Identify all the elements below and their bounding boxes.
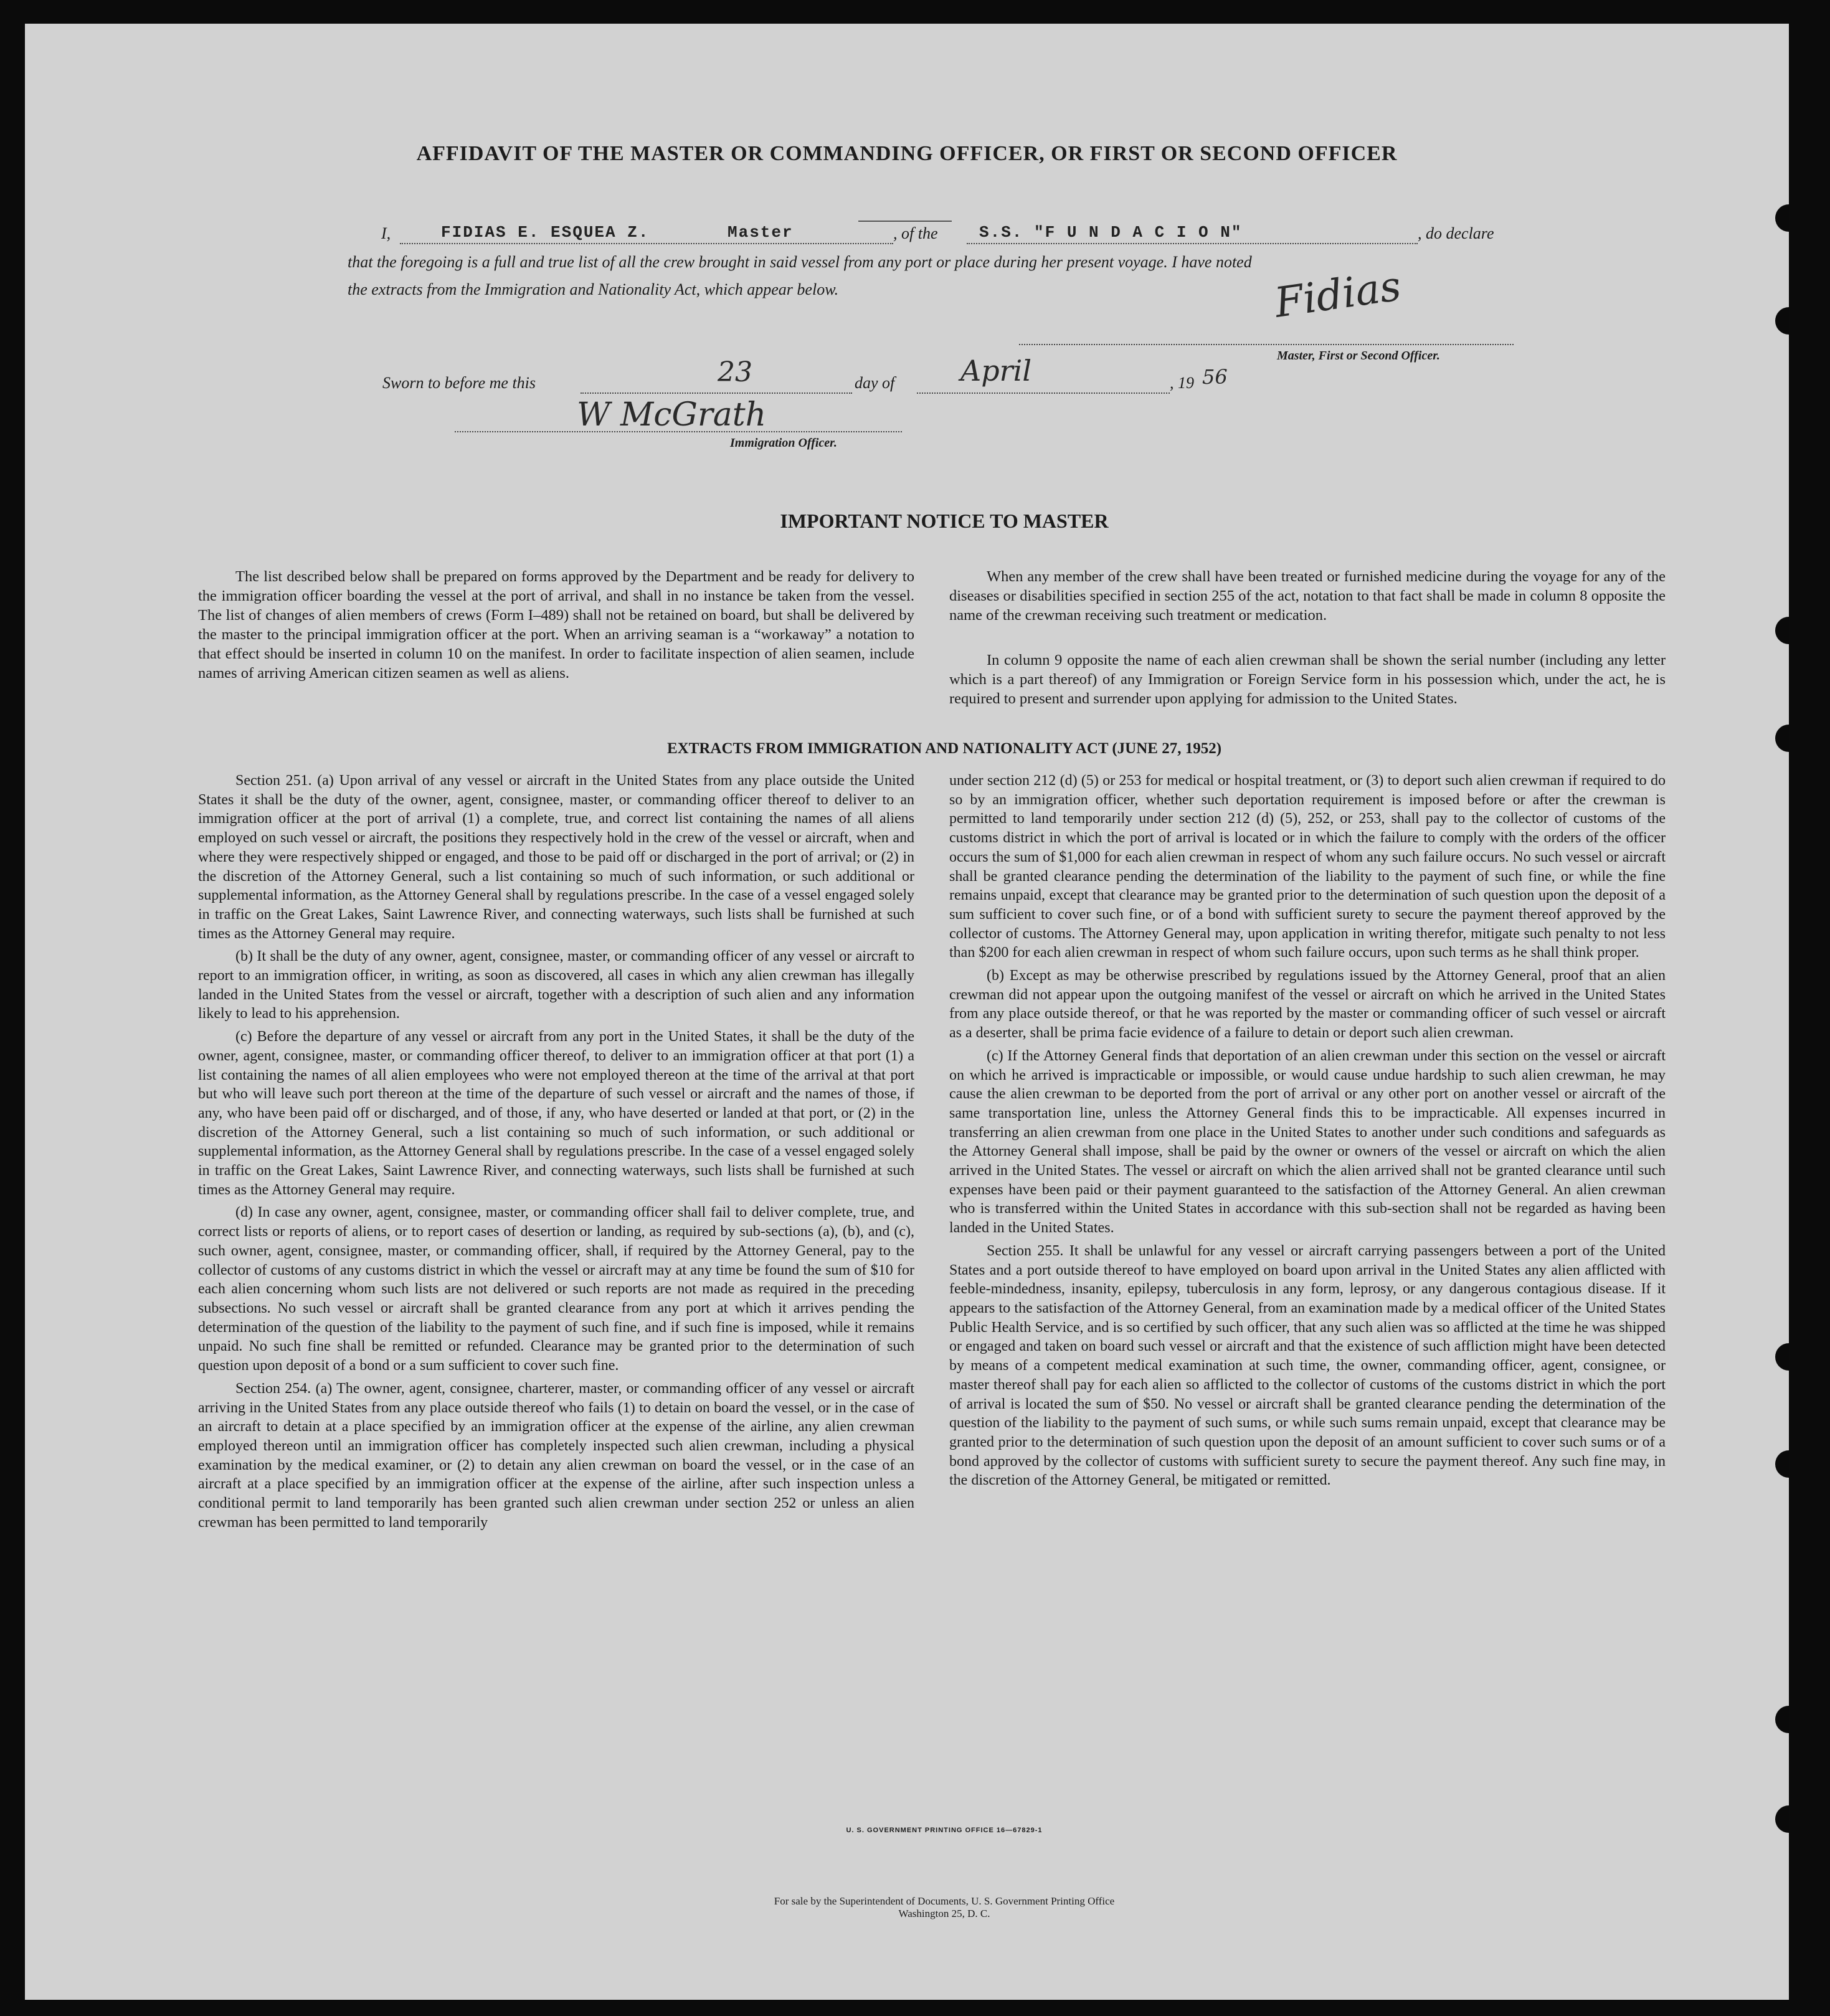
section-251-c: (c) Before the departure of any vessel or aircraft from any port in the United States, it shall be the duty of the owner, agent, consignee, master, or commanding officer thereof, to deliver to an immigration officer at that port (1) a list containing the names of all alien employees who were not employed thereon at the time of the arrival at that port but who will leave such port thereon at the time of the departure of such vessel or aircraft and the names of those, if any, who have been paid off or discharged, and of those, if any, who have deserted or landed at that port, or (2) in the discretion of the Attorney General, such a list containing so much of such information, or such additional or supplemental information, as the Attorney General shall by regulations prescribe. In the case of a vessel engaged solely in traffic on the Great Lakes, Saint Lawrence River, and connecting waterways, such lists shall be furnished at such times as the Attorney General may require. (198, 1029, 914, 1198)
footer-line-1: For sale by the Superintendent of Documents, U. S. Government Printing Office (774, 1895, 1115, 1907)
notice-right-paragraph-2: In column 9 opposite the name of each alien crewman shall be shown the serial number (including any letter which is a part thereof) of any Immigration or Foreign Service form in his possession which, under the act, he is required to present and surrender upon applying for admission to the United States. (949, 652, 1666, 707)
footer-line-2: Washington 25, D. C. (898, 1908, 990, 1919)
extracts-right-column (949, 771, 1666, 1494)
immigration-officer-line (455, 431, 902, 432)
sworn-month-line (917, 392, 1170, 394)
sworn-day-line (581, 392, 852, 394)
punch-hole (1775, 204, 1789, 232)
extracts-title: EXTRACTS FROM IMMIGRATION AND NATIONALITY ACT (JUNE 27, 1952) (666, 740, 1222, 757)
year-suffix-field: 56 (1202, 365, 1228, 389)
section-254-a-continued: under section 212 (d) (5) or 253 for medical or hospital treatment, or (3) to deport such alien crewman if required to do so by an immigration officer, whether such deportation requirement is imposed before or after the crewman is permitted to land temporarily under section 212 (d) (5), 252, or 253, shall pay to the collector of customs of the customs district in which the port of arrival is located or in which the failure to comply with the orders of the officer occurs the sum of $1,000 for each alien crewman in respect of whom any such failure occurs. No such vessel or aircraft shall be granted clearance pending the determination of the liability to the payment of such fine, or while the fine remains unpaid, except that clearance may be granted prior to the determination of such question upon the deposit of a sum sufficient to cover such fine, or of a bond with sufficient surety to secure the payment thereof approved by the collector of customs. The Attorney General may, upon application in writing therefor, mitigate such penalty to not less than $200 for each alien crewman in respect of whom such failure occurs, upon such terms as he shall think proper. (949, 773, 1666, 961)
section-255: Section 255. It shall be unlawful for any vessel or aircraft carrying passengers between a port of the United States and a port outside thereof to have employed on board upon arrival in the United States any alien afflicted with feeble-mindedness, insanity, epilepsy, tuberculosis in any form, leprosy, or any dangerous contagious disease. If it appears to the satisfaction of the Attorney General, from an examination made by a medical officer of the United States Public Health Service, and is so certified by such officer, that any such alien was so afflicted at the time he was shipped or engaged and taken on board such vessel or aircraft and that the existence of such affliction might have been detected by means of a competent medical examination at such time, the owner, commanding officer, agent, consignee, or master thereof shall pay for each alien so afflicted to the collector of customs of the customs district in which the port of arrival is located the sum of $50. No vessel or aircraft shall be granted clearance pending the determination of the question of the liability to the payment of such sums, or while such sums remain unpaid, except that clearance may be granted prior to the determination of such question upon the deposit of an amount sufficient to cover such sums or of a bond approved by the collector of customs with sufficient surety to secure the payment thereof. Any such fine may, in the discretion of the Attorney General, be mitigated or remitted. (949, 1242, 1666, 1489)
master-name-line (400, 243, 893, 244)
sworn-label: Sworn to before me this (382, 374, 536, 392)
master-signature-line (1019, 344, 1514, 345)
document-page (25, 24, 1789, 2000)
affidavit-i-label: I, (381, 224, 391, 242)
extracts-left-column (198, 771, 914, 1536)
printing-office-line: U. S. GOVERNMENT PRINTING OFFICE 16—67829-1 (846, 1827, 1043, 1834)
notice-right-paragraph-1: When any member of the crew shall have been treated or furnished medicine during the voyage for any of the diseases or disabilities specified in section 255 of the act, notation to that fact shall be made in column 8 opposite the name of the crewman receiving such treatment or medication. (949, 568, 1666, 624)
sworn-month-field: April (960, 354, 1032, 388)
footer (25, 1895, 1789, 1920)
affidavit-title: AFFIDAVIT OF THE MASTER OR COMMANDING OFFICER, OR FIRST OR SECOND OFFICER (416, 142, 1398, 165)
section-254-c: (c) If the Attorney General finds that deportation of an alien crewman under this section on the vessel or aircraft on which he arrived is impracticable or impossible, or would cause undue hardship to such alien crewman, he may cause the alien crewman to be deported from the port of arrival or any other port on another vessel or aircraft of the same transportation line, unless the Attorney General finds this to be impracticable. All expenses incurred in transferring an alien crewman from one place in the United States to another under such conditions and safeguards as the Attorney General shall impose, shall be paid by the owner or owners of the vessel or aircraft on which the alien arrived in the United States. The vessel or aircraft on which the alien arrived shall not be granted clearance until such expenses have been paid or their payment guaranteed to the satisfaction of the Attorney General. An alien crewman who is transferred within the United States in accordance with this sub-section shall not be regarded as having been landed in the United States. (949, 1047, 1666, 1237)
vessel-name-field: S.S. "F U N D A C I O N" (979, 223, 1243, 242)
immigration-officer-caption: Immigration Officer. (730, 436, 837, 450)
notice-left-paragraph: The list described below shall be prepared on forms approved by the Department and be ready for delivery to the immigration officer boarding the vessel at the port of arrival, and shall in no instance be taken from the vessel. The list of changes of alien members of crews (Form I–489) shall not be retained on board, but shall be delivered by the master to the principal immigration officer at the port. When an arriving seaman is a “workaway” a notation to that effect should be inserted in column 10 on the manifest. In order to facilitate inspection of alien seamen, include names of arriving American citizen seamen as well as aliens. (198, 568, 914, 682)
of-the-label: , of the (893, 224, 938, 242)
section-251-d: (d) In case any owner, agent, consignee, master, or commanding officer shall fail to deliver complete, true, and correct lists or reports of aliens, or to report cases of desertion or landing, as required by sub-sections (a), (b), and (c), such owner, agent, consignee, master, or commanding officer, shall, if required by the Attorney General, pay to the collector of customs of any customs district in which the vessel or aircraft may at any time be found the sum of $10 for each alien concerning whom such lists are not delivered or such reports are not made as required in the preceding subsections. No such vessel or aircraft shall be granted clearance from any port at which it arrives pending the determination of the question of the liability to the payment of such fine, and if such fine is imposed, while it remains unpaid. No such fine shall be remitted or refunded. Clearance may be granted prior to the determination of such question upon deposit of a bond or a sum sufficient to cover such fine. (198, 1204, 914, 1374)
day-of-label: day of (855, 374, 895, 392)
punch-hole (1775, 1706, 1789, 1733)
punch-hole (1775, 307, 1789, 335)
punch-hole (1775, 1450, 1789, 1478)
immigration-officer-signature: W McGrath (577, 396, 767, 434)
punch-hole (1775, 617, 1789, 644)
punch-hole (1775, 1343, 1789, 1371)
year-prefix-label: , 19 (1170, 374, 1194, 392)
vessel-name-line (967, 243, 1418, 244)
sworn-day-field: 23 (718, 356, 752, 388)
do-declare-label: , do declare (1418, 224, 1494, 242)
section-254-a: Section 254. (a) The owner, agent, consignee, charterer, master, or commanding officer of any vessel or aircraft arriving in the United States from any place outside thereof who fails (1) to detain on board the vessel, or in the case of an aircraft to detain at a place specified by an immigration officer at the expense of the airline, any alien crewman employed thereon until an immigration officer has completely inspected such alien crewman, including a physical examination by the medical examiner, or (2) to detain any alien crewman on board the vessel, or in the case of an aircraft at a place specified by an immigration officer at the expense of the airline, after such inspection unless a conditional permit to land temporarily has been granted such alien crewman under section 252 or unless an alien crewman has been permitted to land temporarily (198, 1380, 914, 1531)
notice-title: IMPORTANT NOTICE TO MASTER (780, 510, 1109, 532)
divider (858, 221, 952, 222)
declaration-line-2: that the foregoing is a full and true list of all the crew brought in said vessel from any port or place during her present voyage. I have noted (348, 253, 1252, 271)
master-name-field: FIDIAS E. ESQUEA Z. (441, 223, 650, 242)
master-signature: Fidias (1271, 262, 1404, 327)
section-251-a: Section 251. (a) Upon arrival of any vessel or aircraft in the United States from any place outside the United States it shall be the duty of the owner, agent, consignee, master, or commanding officer thereof to deliver to an immigration officer at the port of arrival (1) a complete, true, and correct list containing the names of all aliens employed on such vessel or aircraft, the positions they respectively hold in the crew of the vessel or aircraft, when and where they were respectively shipped or engaged, and those to be paid off or discharged in the port of arrival; or (2) in the discretion of the Attorney General, such a list containing so much of such information, or such additional or supplemental information, as the Attorney General shall by regulations prescribe. In the case of a vessel engaged solely in traffic on the Great Lakes, Saint Lawrence River, and connecting waterways, such lists shall be furnished at such times as the Attorney General may require. (198, 773, 914, 942)
master-role-field: Master (728, 223, 794, 242)
section-254-b: (b) Except as may be otherwise prescribed by regulations issued by the Attorney General, proof that an alien crewman did not appear upon the outgoing manifest of the vessel or aircraft on which he arrived in the United States from any place outside thereof, or that he was reported by the master or commanding officer of such vessel or aircraft as a deserter, shall be prima facie evidence of a failure to detain or deport such alien crewman. (949, 968, 1666, 1042)
declaration-line-3: the extracts from the Immigration and Nationality Act, which appear below. (348, 280, 839, 298)
section-251-b: (b) It shall be the duty of any owner, agent, consignee, master, or commanding officer of any vessel or aircraft to report to an immigration officer, in writing, as soon as discovered, all cases in which any alien crewman has illegally landed in the United States from the vessel or aircraft, together with a description of such alien and any information likely to lead to his apprehension. (198, 948, 914, 1022)
master-signature-caption: Master, First or Second Officer. (1277, 349, 1440, 363)
